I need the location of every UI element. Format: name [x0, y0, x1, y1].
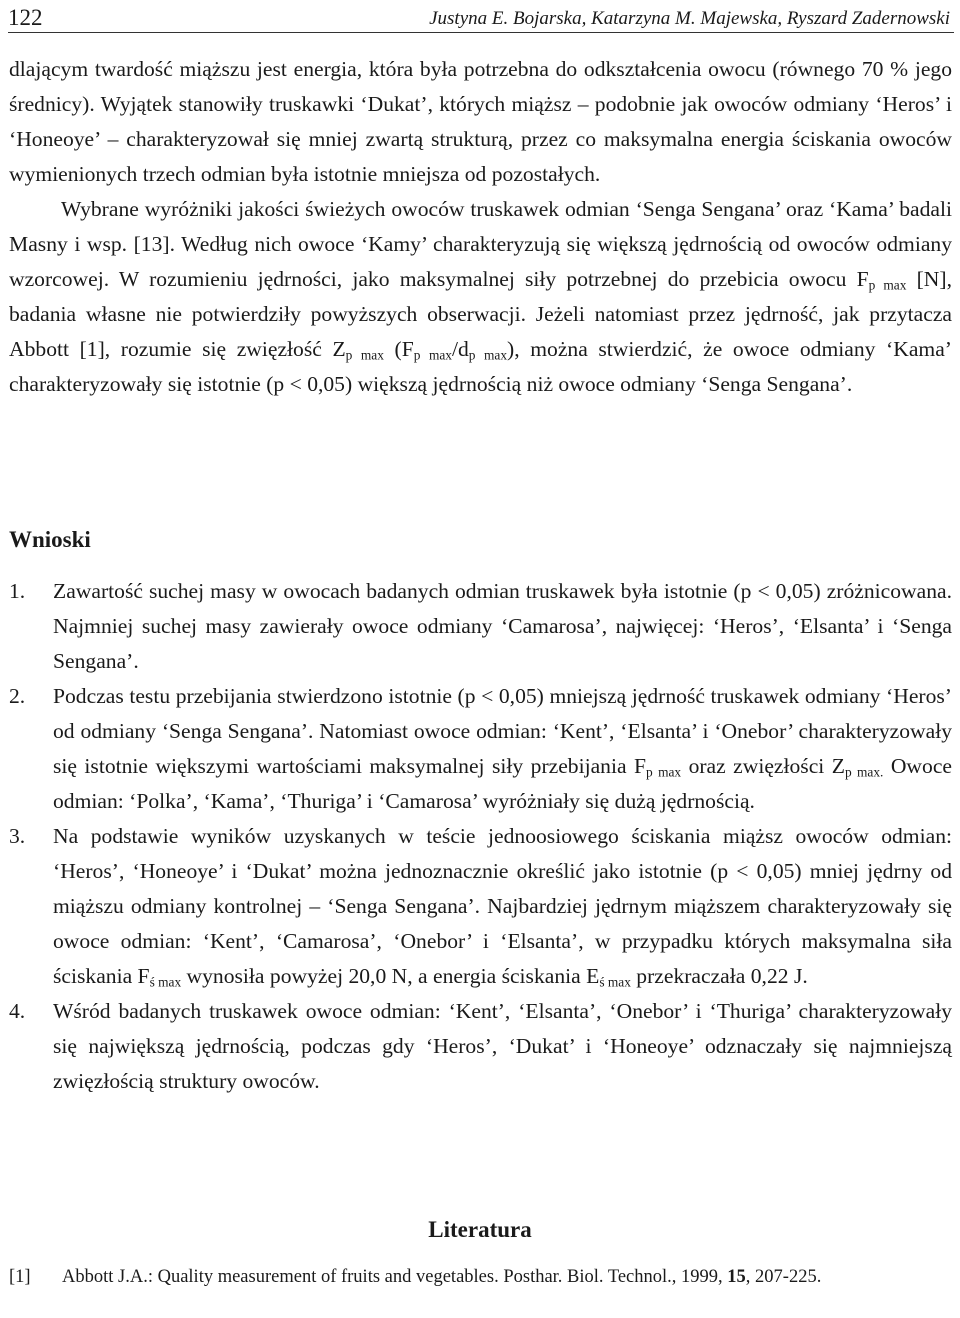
conclusion-number: 4. — [9, 999, 26, 1023]
conclusion-item-2: 2. Podczas testu przebijania stwierdzono istotnie (p < 0,05) mniejszą jędrność truskawek odmiany ‘Heros’ od odmiany ‘Senga Sengana’. Natomiast owoce odmian: ‘Kent’, ‘Elsanta’ i ‘Onebor’ charakteryzowały się istotnie większymi wartościami maksymalnej siły przebijania $F_{p max}$ oraz zwięzłości $Z_{p max.}$ Owoce odmian: ‘Polka’, ‘Kama’, ‘Thuriga’ i ‘Camarosa’ wyróżniały się dużą jędrnością. — [9, 679, 952, 819]
running-head-authors: Justyna E. Bojarska, Katarzyna M. Majewska, Ryszard Zadernowski — [429, 8, 950, 29]
body-text — [9, 52, 952, 402]
paragraph-2: Wybrane wyróżniki jakości świeżych owoców truskawek odmian ‘Senga Sengana’ oraz ‘Kama’ badali Masny i wsp. [13]. Według nich owoce ‘Kamy’ charakteryzują się większą jędrnością od owoców odmiany wzorcowej. W rozumieniu jędrności, jako maksymalnej siły potrzebnej do przebicia owocu $F_{p max}$ [N], badania własne nie potwierdziły powyższych obserwacji. Jeżeli natomiast przez jędrność, jak przytacza Abbott [1], rozumie się zwięzłość $Z_{p max}$ $(F_{p max}/d_{p max})$, można stwierdzić, że owoce odmiany ‘Kama’ charakteryzowały się istotnie (p < 0,05) większą jędrnością niż owoce odmiany ‘Senga Sengana’. — [9, 197, 952, 396]
section-title-conclusions: Wnioski — [9, 527, 91, 552]
conclusion-number: 1. — [9, 579, 26, 603]
paragraph-1: dlającym twardość miąższu jest energia, która była potrzebna do odkształcenia owocu (równego 70 % jego średnicy). Wyjątek stanowiły truskawki ‘Dukat’, których miąższ – podobnie jak owoców odmiany ‘Heros’ i ‘Honeoye’ – charakteryzował się mniej zwartą strukturą, przez co maksymalna energia ściskania owoców wymienionych trzech odmian była istotnie mniejsza od pozostałych. — [9, 57, 952, 186]
conclusions-list — [9, 574, 952, 1099]
conclusion-item-3: 3. Na podstawie wyników uzyskanych w teście jednoosiowego ściskania miąższ owoców odmian: ‘Heros’, ‘Honeoye’ i ‘Dukat’ można jednoznacznie określić jako istotnie (p < 0,05) mniej jędrny od miąższu odmiany kontrolnej – ‘Senga Sengana’. Najbardziej jędrnym miąższem charakteryzowały się owoce odmian: ‘Kent’, ‘Camarosa’, ‘Onebor’ i ‘Elsanta’, w przypadku których maksymalna siła ściskania $F_{ś max}$ wynosiła powyżej 20,0 N, a energia ściskania $E_{ś max}$ przekraczała 0,22 J. — [9, 819, 952, 994]
conclusion-number: 3. — [9, 824, 26, 848]
conclusion-item-1: 1. Zawartość suchej masy w owocach badanych odmian truskawek była istotnie (p < 0,05) zróżnicowana. Najmniej suchej masy zawierały owoce odmiany ‘Camarosa’, najwięcej: ‘Heros’, ‘Elsanta’ i ‘Senga Sengana’. — [9, 574, 952, 679]
conclusion-item-4: 4. Wśród badanych truskawek owoce odmian: ‘Kent’, ‘Elsanta’, ‘Onebor’ i ‘Thuriga’ charakteryzowały się największą jędrnością, podczas gdy ‘Heros’, ‘Dukat’ i ‘Honeoye’ odznaczały się najmniejszą zwięzłością struktury owoców. — [9, 994, 952, 1099]
section-title-literature: Literatura — [428, 1217, 532, 1242]
reference-list — [9, 1263, 952, 1292]
reference-item: [1] Abbott J.A.: Quality measurement of fruits and vegetables. Posthar. Biol. Technol., 1999, 15, 207-225. — [9, 1263, 952, 1292]
reference-number: [1] — [9, 1267, 31, 1287]
page-number: 122 — [8, 5, 43, 30]
conclusion-number: 2. — [9, 684, 26, 708]
page-header — [8, 4, 954, 33]
